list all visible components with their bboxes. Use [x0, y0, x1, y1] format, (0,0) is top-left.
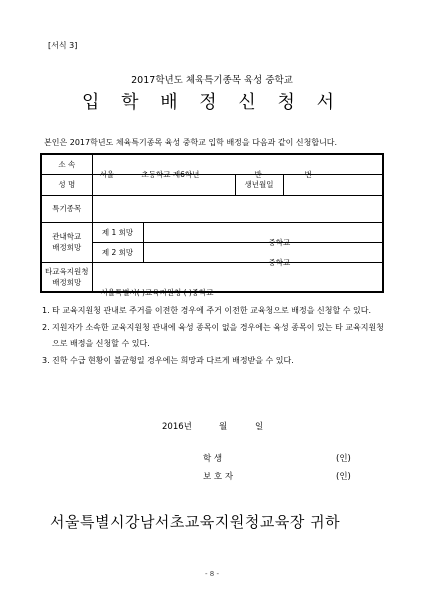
- out-district-label: 타교육지원청 배정희망: [41, 262, 92, 292]
- date-year: 2016년: [162, 422, 192, 432]
- name-row: [41, 174, 383, 195]
- signature-student-seal[interactable]: (인): [336, 454, 351, 464]
- affiliation-label: 소 속: [41, 154, 92, 174]
- date-month: 월: [219, 422, 228, 432]
- signature-guardian-role: 보 호 자: [203, 472, 234, 482]
- note-item: [42, 320, 390, 353]
- document-subtitle: 2017학년도 체육특기종목 육성 중학교: [131, 75, 293, 86]
- affiliation-city: 서울: [99, 170, 114, 180]
- birth-field[interactable]: [283, 174, 383, 195]
- affiliation-number: 번: [304, 170, 312, 180]
- signature-guardian-seal[interactable]: (인): [336, 472, 351, 482]
- affiliation-row: [41, 154, 383, 174]
- signature-student-role: 학 생: [203, 454, 223, 464]
- note-item: [42, 353, 390, 370]
- sport-label: 특기종목: [41, 195, 92, 222]
- out-district-text: 서울특별시( )교육지원청 ( )중학교: [100, 287, 214, 297]
- page-number: - 8 -: [205, 570, 219, 578]
- intro-statement: 본인은 2017학년도 체육특기종목 육성 중학교 입학 배정을 다음과 같이 신청합니다.: [44, 138, 338, 147]
- choice2-field[interactable]: [143, 242, 383, 267]
- choice2-row: [41, 242, 383, 262]
- note-item: [42, 303, 390, 320]
- affiliation-class: 반: [254, 170, 262, 180]
- form-number-tag: [서식 3]: [48, 41, 78, 50]
- affiliation-school: 초등학교 제6학년: [141, 170, 200, 180]
- application-form-table: [40, 153, 384, 297]
- note-number: 3.: [42, 355, 50, 365]
- in-district-label: 관내학교 배정희망: [41, 222, 92, 262]
- date-day: 일: [255, 422, 264, 432]
- name-label: 성 명: [41, 174, 92, 195]
- choice1-field[interactable]: [143, 222, 383, 247]
- out-district-field[interactable]: [92, 262, 383, 297]
- sport-row: [41, 195, 383, 222]
- choice1-row: [41, 222, 383, 242]
- out-district-row: [41, 262, 383, 292]
- choice1-suffix: 중학교: [268, 238, 291, 247]
- addressee: 서울특별시강남서초교육지원청교육장 귀하: [50, 513, 341, 531]
- choice2-label: 제 2 희망: [92, 242, 143, 262]
- note-text: 타 교육지원청 관내로 주거를 이전한 경우에 주거 이전한 교육청으로 배정을 신청할 수 있다.: [52, 306, 371, 315]
- note-text: 진학 수급 현황이 불균형일 경우에는 희망과 다르게 배정받을 수 있다.: [52, 355, 294, 365]
- document-title: 입 학 배 정 신 청 서: [81, 92, 343, 113]
- choice1-label: 제 1 희망: [92, 222, 143, 242]
- note-number: 2.: [42, 322, 50, 332]
- note-number: 1.: [42, 306, 50, 315]
- note-text: 지원자가 소속한 교육지원청 관내에 육성 종목이 없을 경우에는 육성 종목이 있는 타 교육지원청으로 배정을 신청할 수 있다.: [52, 322, 384, 348]
- birth-label: 생년월일: [235, 174, 283, 195]
- choice2-suffix: 중학교: [268, 258, 291, 267]
- affiliation-field[interactable]: [92, 154, 383, 180]
- notes-list: [42, 303, 390, 369]
- sport-field[interactable]: [92, 195, 383, 222]
